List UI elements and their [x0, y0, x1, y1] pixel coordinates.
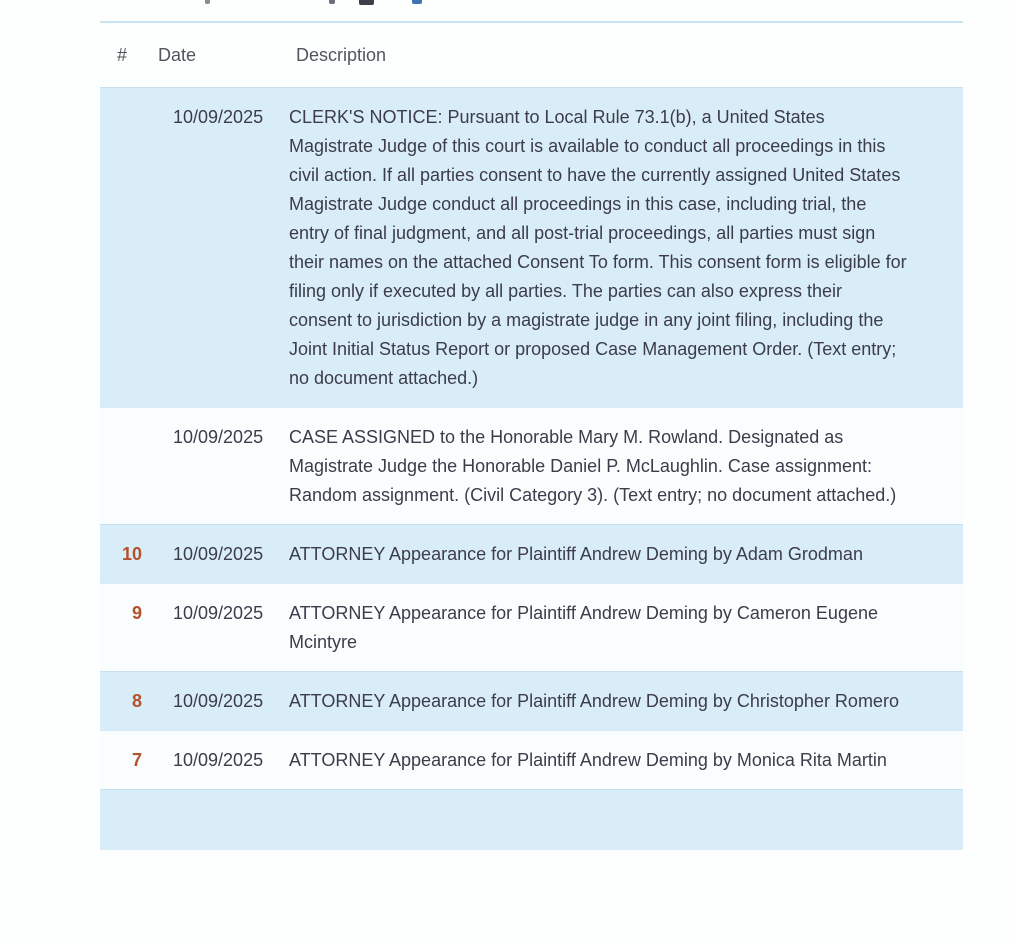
entry-number-link[interactable]: 9	[131, 603, 142, 623]
docket-entries-section	[100, 0, 963, 850]
entry-date: 10/09/2025	[173, 603, 264, 623]
docket-entry-row	[100, 407, 963, 524]
entry-description: CLERK'S NOTICE: Pursuant to Local Rule 73.1(b), a United States Magistrate Judge of this court is available to conduct all proceedings in this civil action. If all parties consent to have the currently assigned United States Magistrate Judge conduct all proceedings in this case, including trial, the entry of final judgment, and all post-trial proceedings, all parties must sign their names on the attached Consent To form. This consent form is eligible for filing only if executed by all parties. The parties can also express their consent to jurisdiction by a magistrate judge in any joint filing, including the Joint Initial Status Report or proposed Case Management Order. (Text entry; no document attached.)	[289, 107, 907, 388]
entry-number	[100, 423, 142, 510]
docket-entries-table	[100, 87, 963, 850]
entry-description: ATTORNEY Appearance for Plaintiff Andrew Deming by Adam Grodman	[289, 544, 863, 564]
entry-description: CASE ASSIGNED to the Honorable Mary M. Rowland. Designated as Magistrate Judge the Honorable Daniel P. McLaughlin. Case assignment: Random assignment. (Civil Category 3). (Text entry; no document attached.)	[289, 427, 897, 505]
docket-entry-row	[100, 583, 963, 671]
docket-table-header	[100, 23, 963, 87]
column-header-number: #	[117, 44, 128, 65]
entry-number	[100, 103, 142, 393]
docket-entry-row	[100, 524, 963, 583]
docket-entry-row	[100, 671, 963, 730]
column-header-date: Date	[158, 44, 197, 65]
entry-date: 10/09/2025	[173, 107, 264, 127]
entry-date: 10/09/2025	[173, 691, 264, 711]
column-header-description: Description	[296, 44, 387, 65]
entry-date: 10/09/2025	[173, 427, 264, 447]
entry-description: ATTORNEY Appearance for Plaintiff Andrew Deming by Monica Rita Martin	[289, 750, 887, 770]
docket-entry-row-cutoff	[100, 789, 963, 850]
entry-description: ATTORNEY Appearance for Plaintiff Andrew Deming by Christopher Romero	[289, 691, 899, 711]
entry-number-link[interactable]: 10	[121, 544, 142, 564]
entry-description: ATTORNEY Appearance for Plaintiff Andrew Deming by Cameron Eugene Mcintyre	[289, 603, 878, 652]
entry-date: 10/09/2025	[173, 750, 264, 770]
entry-number-link[interactable]: 7	[131, 750, 142, 770]
docket-entry-row	[100, 730, 963, 789]
entry-date: 10/09/2025	[173, 544, 264, 564]
docket-entry-row	[100, 87, 963, 407]
entry-number-link[interactable]: 8	[131, 691, 142, 711]
